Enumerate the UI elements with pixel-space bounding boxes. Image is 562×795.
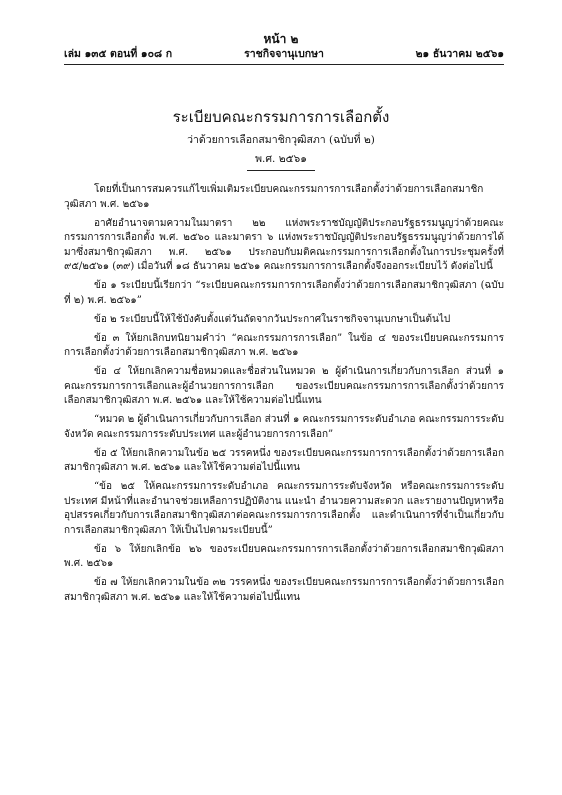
gazette-header bbox=[64, 45, 504, 61]
paragraph: ข้อ ๑ ระเบียบนี้เรียกว่า “ระเบียบคณะกรรมการการเลือกตั้งว่าด้วยการเลือกสมาชิกวุฒิสภา (ฉบับที่ ๒) พ.ศ. ๒๕๖๑” bbox=[64, 280, 504, 306]
paragraph: “หมวด ๒ ผู้ดำเนินการเกี่ยวกับการเลือก ส่วนที่ ๑ คณะกรรมการระดับอำเภอ คณะกรรมการระดับจังหวัด คณะกรรมการระดับประเทศ และผู้อำนวยการการเลือก” bbox=[64, 414, 504, 440]
paragraph: อาศัยอำนาจตามความในมาตรา ๒๒ แห่งพระราชบัญญัติประกอบรัฐธรรมนูญว่าด้วยคณะกรรมการการเลือกตั้ง พ.ศ. ๒๕๖๐ และมาตรา ๖ แห่งพระราชบัญญัติประกอบรัฐธรรมนูญว่าด้วยการได้มาซึ่งสมาชิกวุฒิสภา พ.ศ. ๒๕๖๑ ประกอบกับมติคณะกรรมการการเลือกตั้งในการประชุมครั้งที่ ๙๕/๒๕๖๑ (๓๙) เมื่อวันที่ ๑๘ ธันวาคม ๒๕๖๑ คณะกรรมการการเลือกตั้งจึงออกระเบียบไว้ ดังต่อไปนี้ bbox=[64, 217, 504, 272]
paragraph: ข้อ ๗ ให้ยกเลิกความในข้อ ๓๒ วรรคหนึ่ง ของระเบียบคณะกรรมการการเลือกตั้งว่าด้วยการเลือกสมาชิกวุฒิสภา พ.ศ. ๒๕๖๑ และให้ใช้ความต่อไปนี้แทน bbox=[64, 577, 504, 603]
document-title: ระเบียบคณะกรรมการการเลือกตั้ง bbox=[172, 108, 390, 126]
volume-issue: เล่ม ๑๓๕ ตอนที่ ๑๐๘ ก bbox=[64, 48, 173, 60]
document-subtitle: ว่าด้วยการเลือกสมาชิกวุฒิสภา (ฉบับที่ ๒) bbox=[187, 134, 375, 146]
paragraph: โดยที่เป็นการสมควรแก้ไขเพิ่มเติมระเบียบคณะกรรมการการเลือกตั้งว่าด้วยการเลือกสมาชิกวุฒิสภา พ.ศ. ๒๕๖๑ bbox=[64, 184, 484, 210]
paragraph: ข้อ ๖ ให้ยกเลิกข้อ ๒๖ ของระเบียบคณะกรรมการการเลือกตั้งว่าด้วยการเลือกสมาชิกวุฒิสภา พ.ศ. ๒๕๖๑ bbox=[64, 543, 504, 569]
document-body bbox=[64, 183, 504, 610]
paragraph: ข้อ ๔ ให้ยกเลิกความชื่อหมวดและชื่อส่วนในหมวด ๒ ผู้ดำเนินการเกี่ยวกับการเลือก ส่วนที่ ๑ คณะกรรมการการเลือกและผู้อำนวยการการเลือก ของระเบียบคณะกรรมการการเลือกตั้งว่าด้วยการเลือกสมาชิกวุฒิสภา พ.ศ. ๒๕๖๑ และให้ใช้ความต่อไปนี้แทน bbox=[64, 366, 504, 406]
paragraph: ข้อ ๒ ระเบียบนี้ให้ใช้บังคับตั้งแต่วันถัดจากวันประกาศในราชกิจจานุเบกษาเป็นต้นไป bbox=[94, 313, 451, 325]
header-rule bbox=[64, 64, 504, 65]
publication-date: ๒๑ ธันวาคม ๒๕๖๑ bbox=[415, 48, 504, 60]
paragraph: ข้อ ๓ ให้ยกเลิกบทนิยามคำว่า “คณะกรรมการการเลือก” ในข้อ ๔ ของระเบียบคณะกรรมการการเลือกตั้งว่าด้วยการเลือกสมาชิกวุฒิสภา พ.ศ. ๒๕๖๑ bbox=[64, 332, 504, 358]
paragraph: ข้อ ๕ ให้ยกเลิกความในข้อ ๒๕ วรรคหนึ่ง ของระเบียบคณะกรรมการการเลือกตั้งว่าด้วยการเลือกสมาชิกวุฒิสภา พ.ศ. ๒๕๖๑ และให้ใช้ความต่อไปนี้แทน bbox=[64, 447, 504, 473]
document-year: พ.ศ. ๒๕๖๑ bbox=[255, 153, 307, 165]
gazette-name: ราชกิจจานุเบกษา bbox=[244, 48, 324, 60]
page-number: หน้า ๒ bbox=[263, 32, 299, 46]
title-rule bbox=[247, 170, 315, 171]
paragraph: “ข้อ ๒๕ ให้คณะกรรมการระดับอำเภอ คณะกรรมการระดับจังหวัด หรือคณะกรรมการระดับประเทศ มีหน้าที่และอำนาจช่วยเหลือการปฏิบัติงาน แนะนำ อำนวยความสะดวก และรายงานปัญหาหรืออุปสรรคเกี่ยวกับการเลือกสมาชิกวุฒิสภาต่อคณะกรรมการการเลือกตั้ง และดำเนินการที่จำเป็นเกี่ยวกับการเลือกสมาชิกวุฒิสภา ให้เป็นไปตามระเบียบนี้” bbox=[64, 481, 504, 536]
